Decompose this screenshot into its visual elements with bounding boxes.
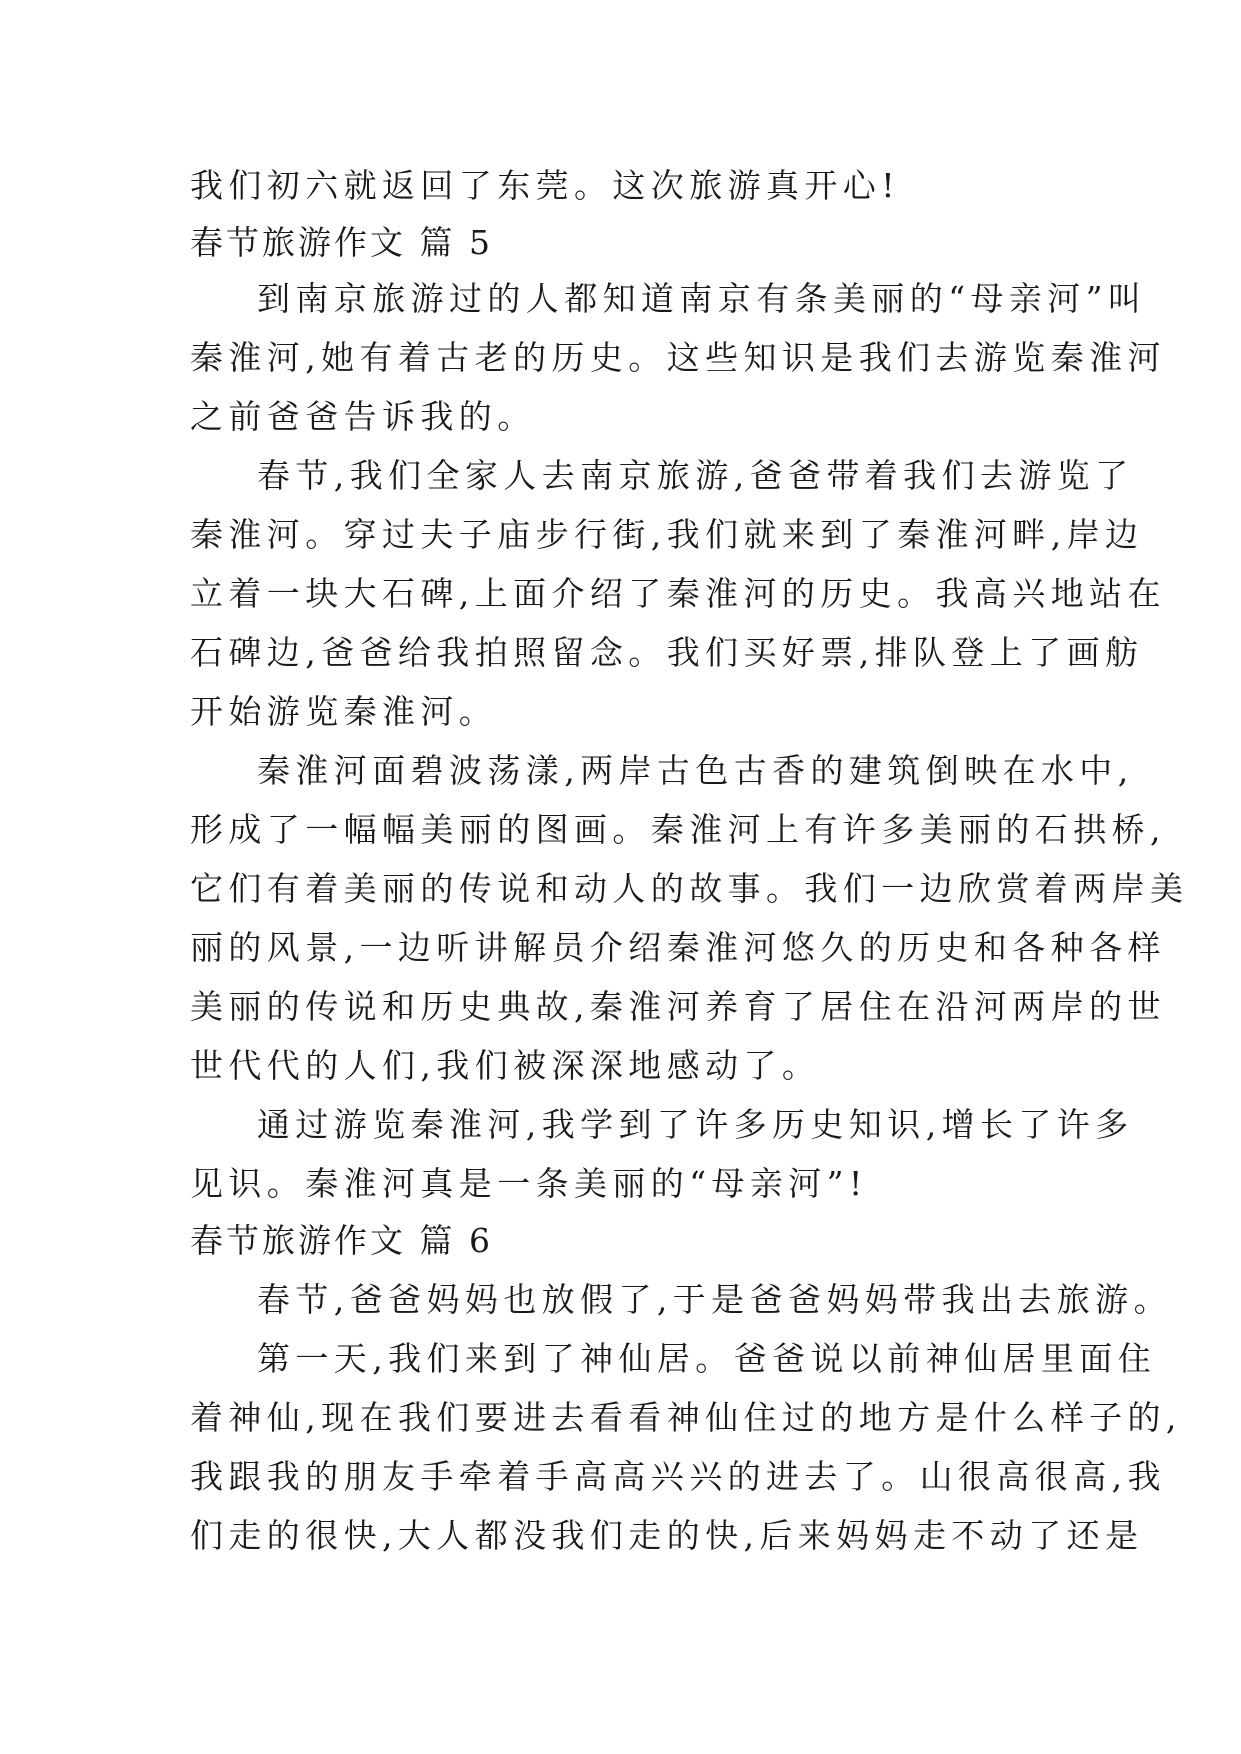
text-line: 丽的风景,一边听讲解员介绍秦淮河悠久的历史和各种各样 [190, 928, 1166, 967]
text-line: 石碑边,爸爸给我拍照留念。我们买好票,排队登上了画舫 [190, 633, 1144, 672]
text-line: 形成了一幅幅美丽的图画。秦淮河上有许多美丽的石拱桥, [190, 810, 1166, 849]
text-line: 立着一块大石碑,上面介绍了秦淮河的历史。我高兴地站在 [190, 574, 1166, 613]
paragraph-first-line: 第一天,我们来到了神仙居。爸爸说以前神仙居里面住 [257, 1339, 1157, 1378]
paragraph-first-line: 春节,爸爸妈妈也放假了,于是爸爸妈妈带我出去旅游。 [257, 1280, 1172, 1319]
text-line: 我跟我的朋友手牵着手高高兴兴的进去了。山很高很高,我 [190, 1457, 1166, 1496]
text-line: 们走的很快,大人都没我们走的快,后来妈妈走不动了还是 [190, 1516, 1144, 1555]
text-line: 它们有着美丽的传说和动人的故事。我们一边欣赏着两岸美 [190, 869, 1189, 908]
text-line: 秦淮河,她有着古老的历史。这些知识是我们去游览秦淮河 [190, 338, 1166, 377]
paragraph-first-line: 春节,我们全家人去南京旅游,爸爸带着我们去游览了 [257, 456, 1134, 495]
text-line: 秦淮河。穿过夫子庙步行街,我们就来到了秦淮河畔,岸边 [190, 515, 1144, 554]
section-heading-5: 春节旅游作文 篇 5 [190, 223, 493, 262]
text-line: 着神仙,现在我们要进去看看神仙住过的地方是什么样子的, [190, 1398, 1182, 1437]
section-heading-6: 春节旅游作文 篇 6 [190, 1221, 493, 1260]
text-line: 之前爸爸告诉我的。 [190, 397, 536, 436]
text-line: 世代代的人们,我们被深深地感动了。 [190, 1046, 821, 1085]
paragraph-first-line: 秦淮河面碧波荡漾,两岸古色古香的建筑倒映在水中, [257, 751, 1134, 790]
paragraph-first-line: 到南京旅游过的人都知道南京有条美丽的“母亲河”叫 [257, 279, 1147, 318]
text-line: 美丽的传说和历史典故,秦淮河养育了居住在沿河两岸的世 [190, 987, 1166, 1026]
text-line: 见识。秦淮河真是一条美丽的“母亲河”! [190, 1164, 868, 1203]
paragraph-first-line: 通过游览秦淮河,我学到了许多历史知识,增长了许多 [257, 1105, 1134, 1144]
text-line: 开始游览秦淮河。 [190, 692, 498, 731]
text-line: 我们初六就返回了东莞。这次旅游真开心! [190, 166, 900, 205]
